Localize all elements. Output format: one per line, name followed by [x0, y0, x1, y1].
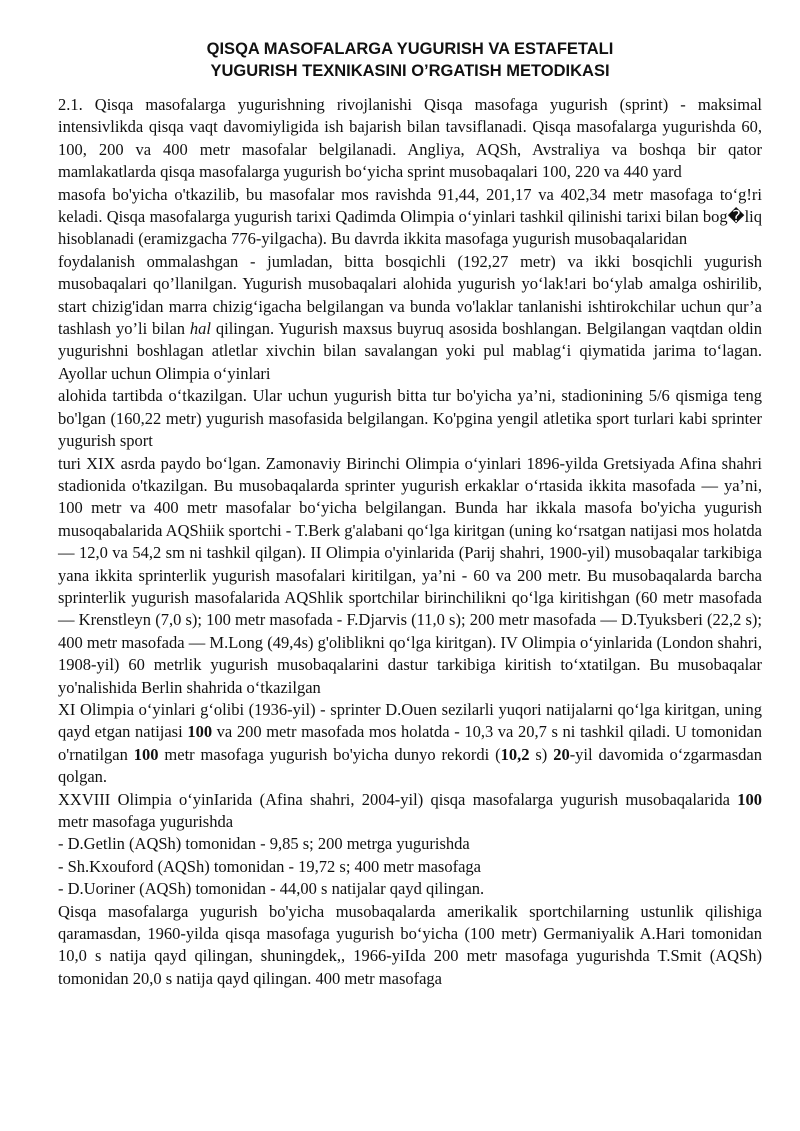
text-run: Qisqa masofalarga yugurish bo'yicha musobaqalarda amerikalik sportchilarning ustunlik qilishiga qaramasdan, 1960-yilda qisqa masofaga yugurish boʻyicha (100 metr) Germaniyalik A.Hari tomonidan 10,0 s natija qayd qilingan, shuningdek,, 1966-yiIda 200 metr masofaga yugurishda T.Smit (AQSh) tomonidan 20,0 s natija qayd qilingan. 400 metr masofaga	[58, 901, 762, 988]
italic-text: hal	[189, 319, 212, 339]
text-run: 2.1. Qisqa masofalarga yugurishning rivojlanishi Qisqa masofaga yugurish (sprint) - maksimal intensivlikda qisqa vaqt davomiyligida ish bajarish bilan tavsiflanadi. Qisqa masofalarga yugurishda 60, 100, 200 va 400 metr masofalar belgilanadi. Angliya, AQSh, Avstraliya va boshqa bir qator mamlakatlarda qisqa masofalarga yugurish boʻyicha sprint musobaqalari 100, 220 va 440 yard	[58, 95, 762, 182]
paragraph	[58, 833, 762, 855]
text-run: metr masofaga yugurish bo'yicha dunyo rekordi (	[158, 744, 501, 764]
title-line-1: QISQA MASOFALARGA YUGURISH VA ESTAFETALI	[206, 40, 614, 58]
bold-text: 100	[737, 789, 762, 809]
text-run: alohida tartibda oʻtkazilgan. Ular uchun yugurish bitta tur bo'yicha ya’ni, stadionining 5/6 qismiga teng bo'lgan (160,22 metr) yugurish masofasida belgilangan. Ko'pgina yengil atletika sport turlari kabi sprinter yugurish sport	[58, 386, 762, 451]
text-run: metr masofaga yugurishda	[58, 812, 234, 831]
paragraph	[58, 184, 762, 251]
bold-text: 100	[187, 722, 213, 742]
text-run: va 200 metr masofada mos holatda - 10,3 va 20,7 s ni tashkil qiladi. U tomonidan o'rnatilgan	[58, 722, 762, 764]
paragraph	[58, 453, 762, 699]
paragraph	[58, 699, 762, 789]
paragraph	[58, 94, 762, 184]
text-run: s)	[529, 744, 554, 764]
text-run: qilingan. Yugurish maxsus buyruq asosida boshlangan. Belgilangan vaqtdan oldin yugurishni boshlagan atletlar xivchin bilan savalangan yoki pul mablagʻi qiymatida jarima toʻlagan. Ayollar uchun Olimpia oʻyinlari	[58, 319, 762, 383]
paragraph	[58, 901, 762, 991]
paragraph	[58, 251, 762, 385]
bold-text: 100	[133, 744, 159, 764]
paragraph	[58, 878, 762, 900]
paragraph	[58, 385, 762, 452]
document-page	[58, 38, 762, 990]
document-title	[58, 38, 762, 82]
paragraph	[58, 856, 762, 878]
bold-text: 10,2	[500, 744, 530, 764]
paragraph	[58, 789, 762, 834]
text-run: foydalanish ommalashgan - jumladan, bitta bosqichli (192,27 metr) va ikki bosqichli yugurish musobaqalari qo’llanilgan. Yugurish musobaqalari alohida yugurish yoʻlak!ari boʻylab amalga oshirilib, start chizig'idan marra chizigʻigacha belgilangan va bunda vo'laklar tanlanishi ishtirokchilar uchun qur’a tashlash yo’li bilan	[58, 251, 762, 339]
text-run: XXVIII Olimpia oʻyinIarida (Afina shahri, 2004-yil) qisqa masofalarga yugurish musobaqalarida	[58, 789, 738, 809]
document-body	[58, 94, 762, 990]
text-run: - Sh.Kxouford (AQSh) tomonidan - 19,72 s; 400 metr masofaga	[58, 856, 481, 876]
text-run: - D.Uoriner (AQSh) tomonidan - 44,00 s natijalar qayd qilingan.	[58, 879, 485, 899]
text-run: masofa bo'yicha o'tkazilib, bu masofalar mos ravishda 91,44, 201,17 va 402,34 metr masofaga toʻg!ri keladi. Qisqa masofalarga yugurish tarixi Qadimda Olimpia oʻyinlari tashkil qilinishi tarixi bilan bog�liq hisoblanadi (eramizgacha 776-yilgacha). Bu davrda ikkita masofaga yugurish musobaqalaridan	[58, 184, 762, 249]
text-run: -yil davomida oʻzgarmasdan qolgan.	[58, 744, 762, 787]
text-run: turi XIX asrda paydo boʻlgan. Zamonaviy Birinchi Olimpia oʻyinlari 1896-yilda Gretsiyada Afina shahri stadionida o'tkazilgan. Bu musobaqalarda sprinter yugurish erkaklar oʻrtasida ikkita masofada — ya’ni, 100 metr va 400 metr masofalar boʻyicha belgilangan. Bunda har ikkala masofa bo'yicha yugurish musoqabalarida AQShiik sportchi - T.Berk g'alabani qoʻlga kiritgan (uning koʻrsatgan natijasi mos holatda — 12,0 va 54,2 sm ni tashkil qilgan). II Olimpia o'yinlarida (Parij shahri, 1900-yil) musobaqalar tarkibiga yana ikkita sprinterlik yugurish masofalari kiritilgan, ya’ni - 60 va 200 metr. Bu musobaqalarda barcha sprinterlik yugurish masofalarida AQShlik sportchilar birinchilikni qoʻlga kiritishgan (60 metr masofada — Krenstleyn (7,0 s); 100 metr masofada - F.Djarvis (11,0 s); 200 metr masofada — D.Tyuksberi (22,2 s); 400 metr masofada — M.Long (49,4s) g'oliblikni qoʻlga kiritgan). IV Olimpia oʻyinlarida (London shahri, 1908-yil) 60 metrlik yugurish musobaqalarini dastur tarkibiga kiritish toʻxtatilgan. Bu musobaqalar yo'nalishida Berlin shahrida oʻtkazilgan	[58, 453, 762, 697]
bold-text: 20	[553, 744, 570, 764]
text-run: XI Olimpia oʻyinlari gʻolibi (1936-yil) - sprinter D.Ouen sezilarli yuqori natijalarni qoʻlga kiritgan, uning qayd etgan natijasi	[58, 699, 762, 742]
text-run: - D.Getlin (AQSh) tomonidan - 9,85 s; 200 metrga yugurishda	[58, 834, 470, 854]
title-line-2: YUGURISH TEXNIKASINI O’RGATISH METODIKASI	[210, 62, 610, 80]
